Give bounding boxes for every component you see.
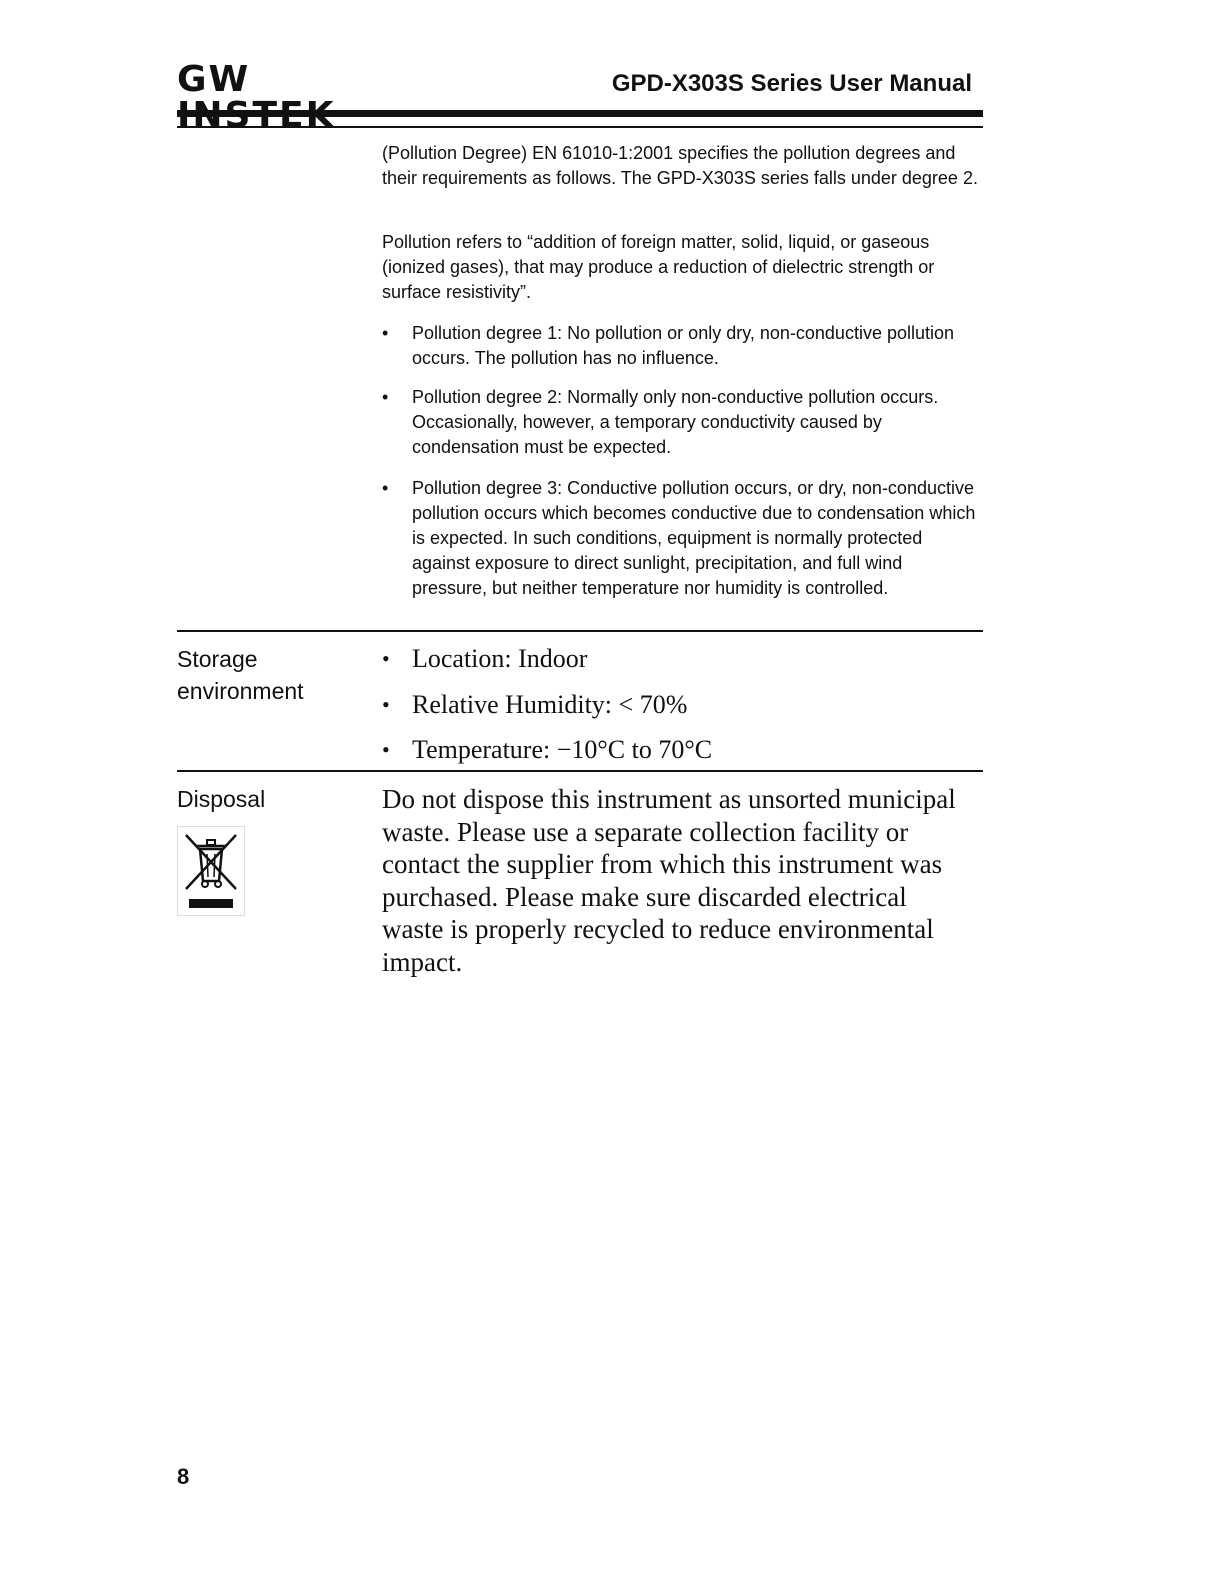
- pollution-intro: (Pollution Degree) EN 61010-1:2001 specifies the pollution degrees and their requirements as follows. The GPD-X303S series falls under degree 2.: [382, 143, 978, 188]
- storage-item-text: Relative Humidity: < 70%: [412, 690, 688, 719]
- header-rule-thick: [177, 110, 983, 117]
- pollution-degree-1: [382, 321, 982, 371]
- bullet-icon: •: [382, 692, 390, 717]
- page-number: 8: [177, 1464, 190, 1489]
- bullet-icon: •: [382, 478, 389, 498]
- pollution-degree-3: [382, 476, 982, 601]
- bullet-icon: •: [382, 323, 389, 343]
- storage-item-text: Temperature: −10°C to 70°C: [412, 735, 713, 764]
- storage-item-location: [382, 643, 982, 675]
- bullet-icon: •: [382, 387, 389, 407]
- pollution-degree-text: Pollution degree 3: Conductive pollution occurs, or dry, non-conductive pollution occurs which becomes conductive due to condensation which is expected. In such conditions, equipment is normally protected against exposure to direct sunlight, precipitation, and full wind pressure, but neither temperature nor humidity is controlled.: [412, 478, 976, 598]
- disposal-label: Disposal: [177, 786, 266, 812]
- pollution-definition: Pollution refers to “addition of foreign matter, solid, liquid, or gaseous (ionized gases), that may produce a reduction of dielectric strength or surface resistivity”.: [382, 232, 935, 302]
- pollution-degree-text: Pollution degree 1: No pollution or only dry, non-conductive pollution occurs. The pollution has no influence.: [412, 323, 955, 368]
- storage-label-line2: environment: [177, 678, 304, 704]
- weee-crossed-bin-icon: [177, 826, 245, 916]
- bullet-icon: •: [382, 646, 390, 671]
- header-rule-thin: [177, 126, 983, 128]
- storage-label: [177, 643, 304, 707]
- brand-logo-text: GW: [177, 59, 251, 100]
- storage-item-text: Location: Indoor: [412, 644, 588, 673]
- pollution-degree-2: [382, 385, 982, 460]
- section-divider: [177, 770, 983, 772]
- storage-label-line1: Storage: [177, 646, 258, 672]
- pollution-degree-text: Pollution degree 2: Normally only non-conductive pollution occurs. Occasionally, however, a temporary conductivity caused by condensation must be expected.: [412, 387, 939, 457]
- bullet-icon: •: [382, 737, 390, 762]
- manual-title: GPD-X303S Series User Manual: [611, 70, 972, 97]
- storage-item-temperature: [382, 734, 982, 766]
- section-divider: [177, 630, 983, 632]
- disposal-text: Do not dispose this instrument as unsorted municipal waste. Please use a separate collection facility or contact the supplier from which this instrument was purchased. Please make sure discarded electrical waste is properly recycled to reduce environmental impact.: [382, 784, 956, 977]
- brand-logo: [177, 59, 377, 100]
- storage-item-humidity: [382, 689, 982, 721]
